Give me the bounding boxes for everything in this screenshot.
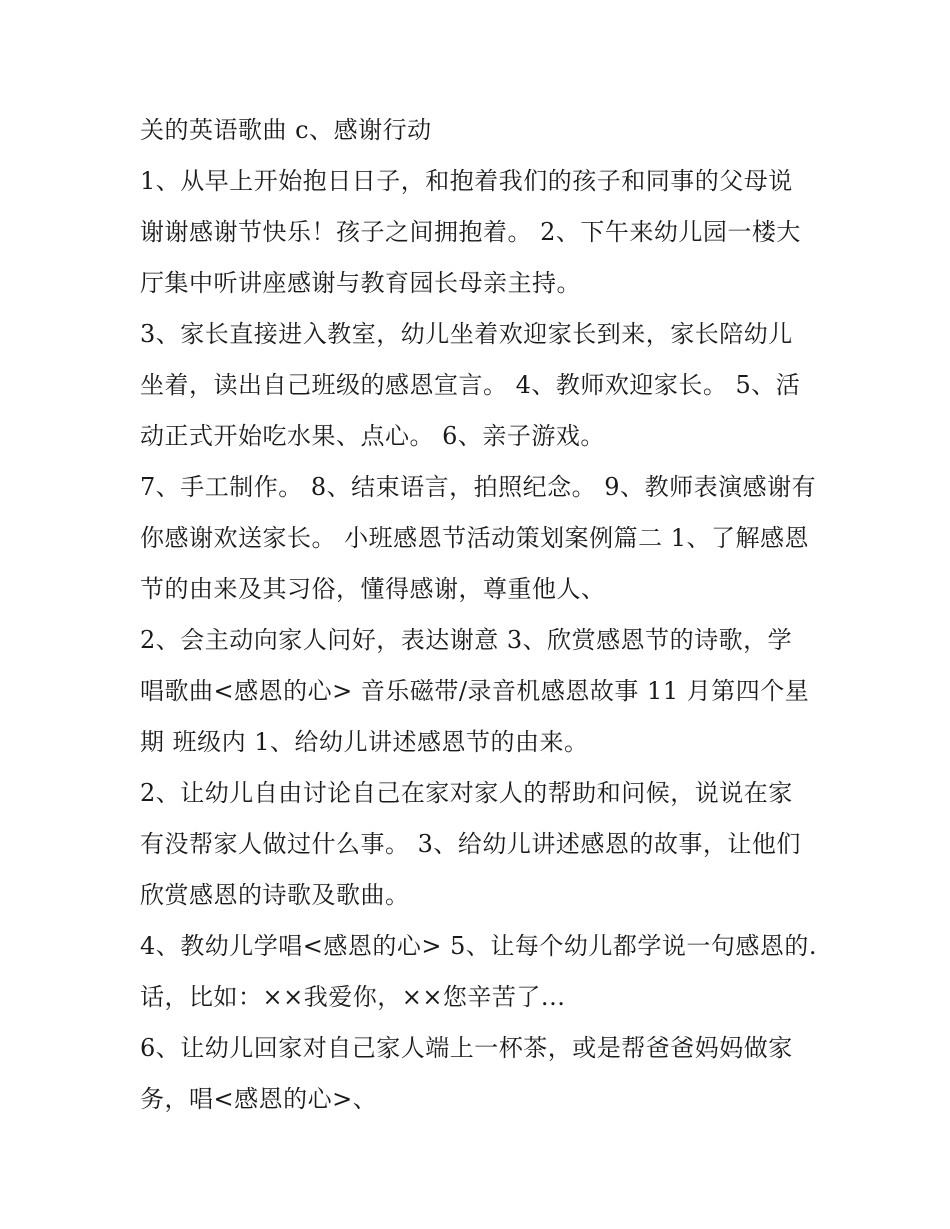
text-line: 谢谢感谢节快乐！孩子之间拥抱着。 2、下午来幼儿园一楼大	[140, 218, 801, 246]
text-line: 7、手工制作。 8、结束语言，拍照纪念。 9、教师表演感谢有	[140, 473, 817, 501]
document-body	[140, 110, 820, 1130]
text-line: 有没帮家人做过什么事。 3、给幼儿讲述感恩的故事，让他们	[140, 830, 801, 858]
text-line: 务，唱<感恩的心>、	[140, 1085, 378, 1113]
text-line: 4、教幼儿学唱<感恩的心> 5、让每个幼儿都学说一句感恩的.	[140, 932, 818, 960]
text-line: 期 班级内 1、给幼儿讲述感恩节的由来。	[140, 728, 589, 756]
text-line: 关的英语歌曲 c、感谢行动	[140, 116, 432, 144]
text-line: 1、从早上开始抱日日子，和抱着我们的孩子和同事的父母说	[140, 167, 793, 195]
text-line: 节的由来及其习俗，懂得感谢，尊重他人、	[140, 575, 606, 603]
text-line: 唱歌曲<感恩的心> 音乐磁带/录音机感恩故事 11 月第四个星	[140, 677, 810, 705]
text-line: 欣赏感恩的诗歌及歌曲。	[140, 881, 410, 909]
text-line: 坐着，读出自己班级的感恩宣言。 4、教师欢迎家长。 5、活	[140, 371, 801, 399]
text-line: 你感谢欢送家长。 小班感恩节活动策划案例篇二 1、了解感恩	[140, 524, 810, 552]
text-line: 2、让幼儿自由讨论自己在家对家人的帮助和问候，说说在家	[140, 779, 793, 807]
text-line: 动正式开始吃水果、点心。 6、亲子游戏。	[140, 422, 605, 450]
text-line: 话，比如：××我爱你，××您辛苦了...	[140, 983, 566, 1011]
text-line: 2、会主动向家人问好，表达谢意 3、欣赏感恩节的诗歌，学	[140, 626, 793, 654]
text-line: 3、家长直接进入教室，幼儿坐着欢迎家长到来，家长陪幼儿	[140, 320, 793, 348]
text-line: 厅集中听讲座感谢与教育园长母亲主持。	[140, 269, 581, 297]
text-line: 6、让幼儿回家对自己家人端上一杯茶，或是帮爸爸妈妈做家	[140, 1034, 793, 1062]
